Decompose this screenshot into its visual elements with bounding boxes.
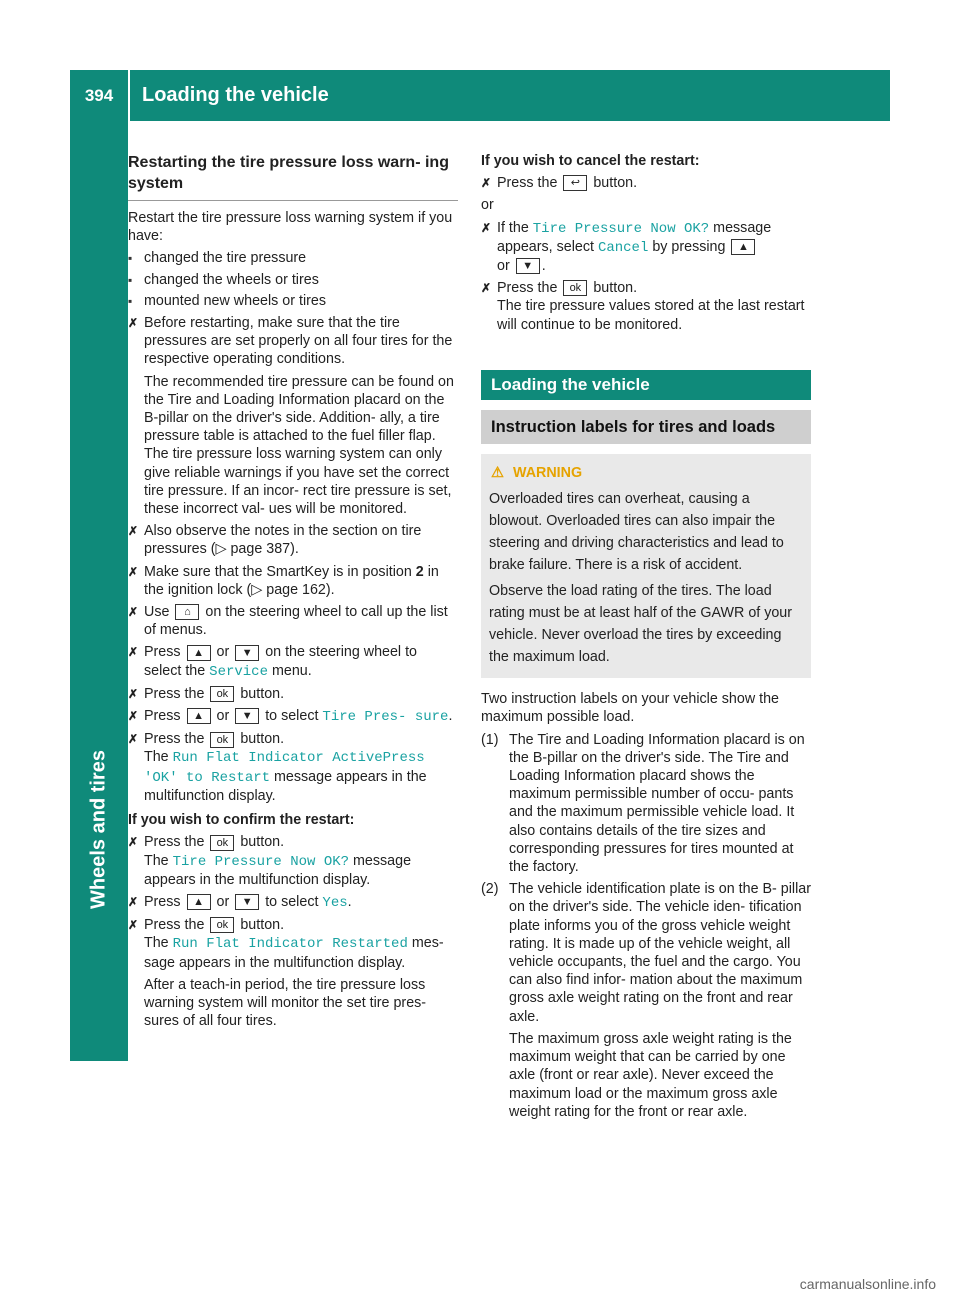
step: ✗ Press the ↩ button. (481, 175, 638, 192)
step-arrow-icon: ✗ (128, 316, 139, 331)
home-key-icon: ⌂ (175, 604, 199, 620)
step: ✗ Make sure that the SmartKey is in position 2 in the ignition lock (▷ page 162). (128, 563, 439, 598)
subheading: If you wish to cancel the restart: (481, 153, 700, 169)
step-arrow-icon: ✗ (128, 645, 139, 660)
step: ✗ Press the ok button. The Tire Pressure Now OK? message appears in the multifunction display. (128, 834, 412, 888)
ok-key-icon: ok (210, 917, 234, 933)
step-arrow-icon: ✗ (481, 220, 492, 235)
numbered-item: (2) The vehicle identification plate is on the B- pillar on the driver's side. The vehicle iden- tification plate informs you of the gross vehicle weight rating. It is made up of the vehicle weight, all vehicle occupants, the fuel and the cargo. You can also find infor- mation about the maximum gross axle weight rating on the front and rear axle. The maximum gross axle weight rating is the maximum weight that can be carried by one axle (front or rear axle). Never exceed the maximum load or the maximum gross axle weight rating for the front or rear axle. (481, 881, 811, 1120)
ok-key-icon: ok (563, 280, 587, 296)
list-item: ▪ changed the tire pressure (128, 249, 458, 267)
ok-key-icon: ok (210, 686, 234, 702)
section-sidebar (70, 121, 128, 1061)
subsection-bar: Instruction labels for tires and loads (481, 410, 811, 444)
step-arrow-icon: ✗ (128, 918, 139, 933)
down-key-icon: ▼ (516, 258, 540, 274)
left-column (128, 152, 458, 1034)
section-heading: Restarting the tire pressure loss warn- ing system (128, 152, 458, 201)
step: ✗ Press the ok button. (128, 685, 285, 702)
page-title: Loading the vehicle (142, 84, 329, 106)
step-arrow-icon: ✗ (481, 176, 492, 191)
warning-text: Overloaded tires can overheat, causing a blowout. Overloaded tires can also impair the steering and driving characteristics and lead to brake failure. There is a risk of accident. (489, 491, 784, 574)
ok-key-icon: ok (210, 732, 234, 748)
back-key-icon: ↩ (563, 175, 587, 191)
step-arrow-icon: ✗ (128, 605, 139, 620)
step: ✗ Before restarting, make sure that the tire pressures are set properly on all four tires for the respective operating conditions. The recommended tire pressure can be found on the Tire and Loading Information placard on the B-pillar on the driver's side. Addition- ally, a tire pressure table is attached to the fuel filler flap. The tire pressure loss warning system can only give reliable warnings if you have set the correct tire pressure. If an incor- rect tire pressure is set, these incorrect val- ues will be monitored. (128, 315, 454, 518)
warning-title: WARNING (513, 465, 583, 482)
step: ✗ Use ⌂ on the steering wheel to call up the list of menus. (128, 604, 448, 639)
down-key-icon: ▼ (235, 894, 259, 910)
down-key-icon: ▼ (235, 645, 259, 661)
step-arrow-icon: ✗ (128, 709, 139, 724)
step-arrow-icon: ✗ (128, 835, 139, 850)
page-header (70, 70, 890, 121)
down-key-icon: ▼ (235, 708, 259, 724)
step: ✗ Press ▲ or ▼ on the steering wheel to select the Service menu. (128, 644, 417, 680)
page-number: 394 (70, 70, 130, 121)
warning-text: Observe the load rating of the tires. The load rating must be at least half of the GAWR of your vehicle. Never overload the tires by exceeding the maximum load. (489, 583, 793, 666)
step-arrow-icon: ✗ (128, 524, 139, 539)
step: ✗ Press the ok button. The Run Flat Indicator ActivePress 'OK' to Restart message appears in the multifunction display. (128, 731, 427, 804)
up-key-icon: ▲ (187, 645, 211, 661)
step: ✗ Press the ok button. The tire pressure values stored at the last restart will continue to be monitored. (481, 280, 805, 333)
step: ✗ Press ▲ or ▼ to select Tire Pres- sure. (128, 708, 453, 726)
numbered-item: (1) The Tire and Loading Information placard is on the B-pillar on the driver's side. The Tire and Loading Information placard shows the maximum permissible number of occu- pants and the maximum permissible vehicle load. It also contains details of the tire sizes and corresponding pressures for tires mounted at the factory. (481, 731, 805, 876)
step-arrow-icon: ✗ (128, 894, 139, 909)
step: ✗ Press ▲ or ▼ to select Yes. (128, 893, 352, 911)
subheading: If you wish to confirm the restart: (128, 812, 355, 829)
warning-icon: ⚠ (491, 465, 504, 482)
up-key-icon: ▲ (187, 894, 211, 910)
right-column (481, 152, 811, 1125)
warning-box (481, 454, 811, 678)
sidebar-label: Wheels and tires (87, 750, 110, 909)
step-arrow-icon: ✗ (481, 281, 492, 296)
ok-key-icon: ok (210, 835, 234, 851)
intro-text: Restart the tire pressure loss warning system if you have: (128, 210, 453, 245)
step-arrow-icon: ✗ (128, 564, 139, 579)
list-item: ▪ mounted new wheels or tires (128, 292, 458, 310)
step: ✗ Also observe the notes in the section on tire pressures (▷ page 387). (128, 523, 422, 558)
step-arrow-icon: ✗ (128, 686, 139, 701)
step: ✗ If the Tire Pressure Now OK? message appears, select Cancel by pressing ▲ or ▼ . (481, 219, 772, 275)
up-key-icon: ▲ (187, 708, 211, 724)
body-text: Two instruction labels on your vehicle show the maximum possible load. (481, 691, 780, 726)
or-text: or (481, 197, 494, 214)
section-bar: Loading the vehicle (481, 370, 811, 400)
up-key-icon: ▲ (731, 239, 755, 255)
list-item: ▪ changed the wheels or tires (128, 271, 458, 289)
step: ✗ Press the ok button. The Run Flat Indicator Restarted mes- sage appears in the multifunction display. After a teach-in period, the tire pressure loss warning system will monitor the set tire pres- sures of all four tires. (128, 917, 444, 1030)
step-arrow-icon: ✗ (128, 732, 139, 747)
watermark: carmanualsonline.info (799, 1276, 936, 1292)
